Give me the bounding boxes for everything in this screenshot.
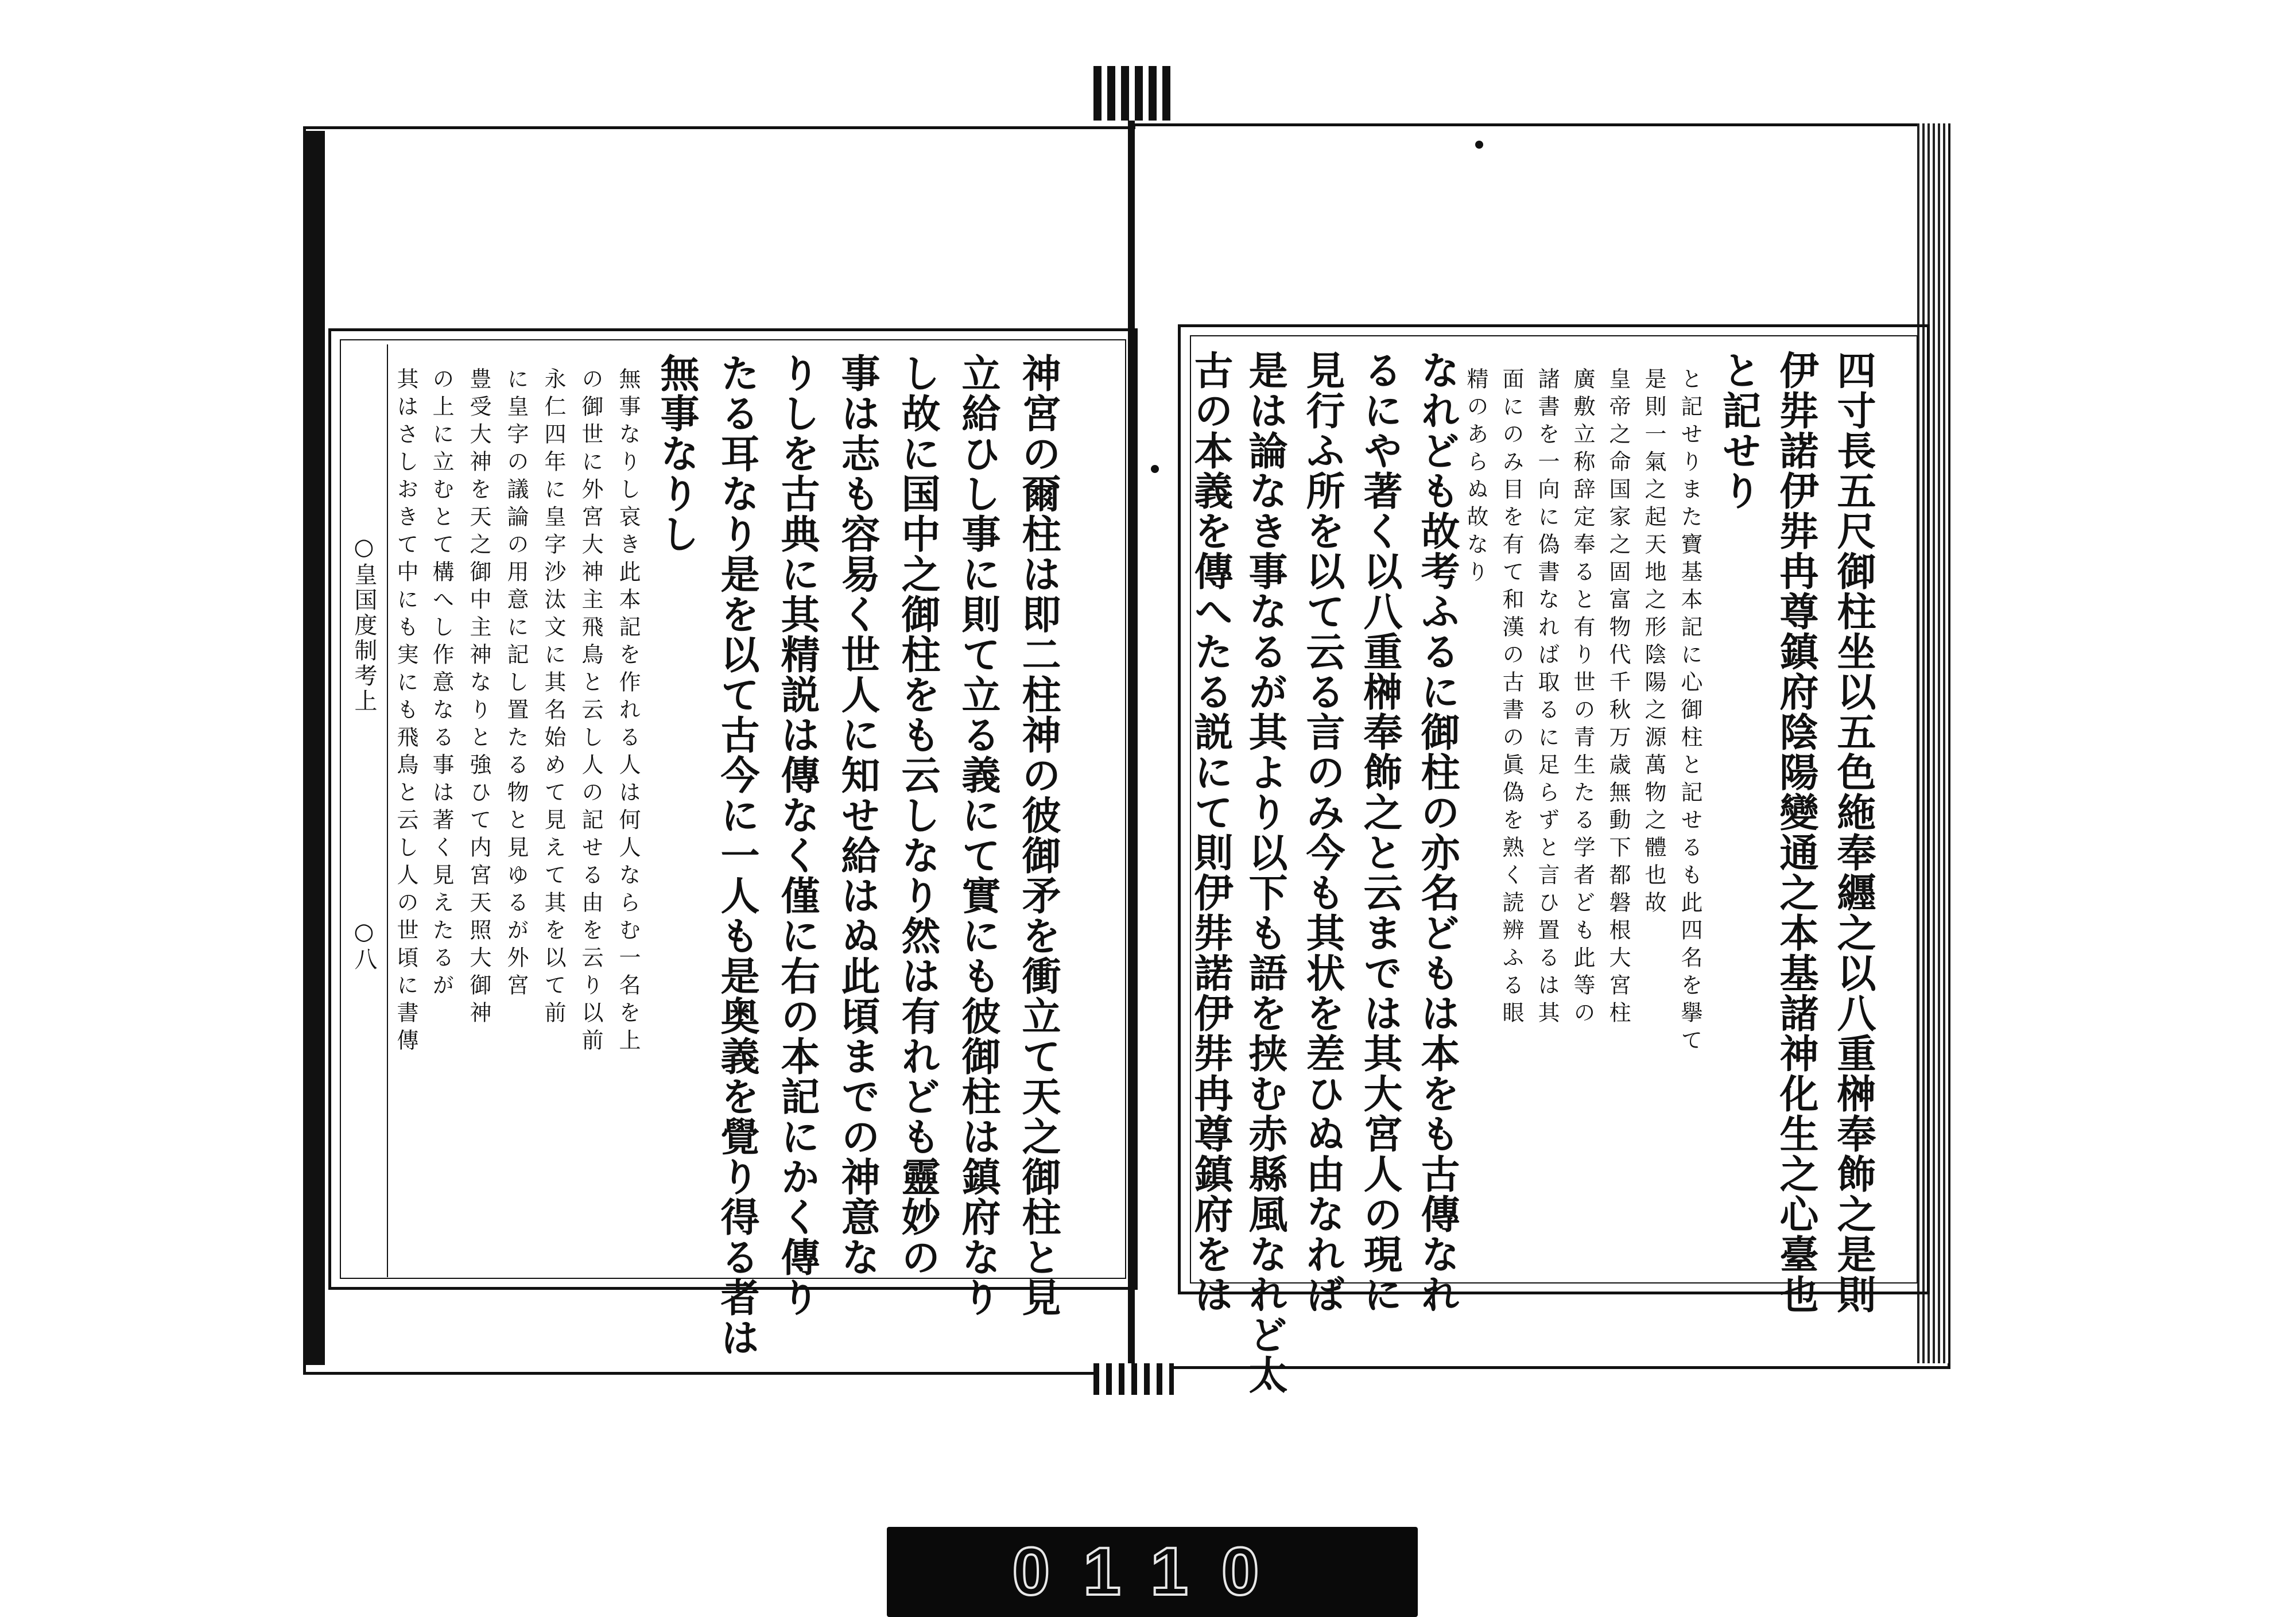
text-column: 事は志も容易く世人に知せ給はぬ此頃までの神意な [835,353,881,1277]
bottom-scan-bleed [1093,1363,1174,1395]
text-column: 無事なりし哀き此本記を作れる人は何人ならむ一名を上 [615,367,641,1056]
text-column: 見行ふ所を以て云る言のみ今も其状を差ひぬ由なれば [1300,350,1345,1314]
text-column: りしを古典に其精説は傳なく僅に右の本記にかく傳り [774,353,820,1317]
text-column: 精のあらぬ故なり [1463,367,1488,588]
text-column: 皇帝之命国家之固富物代千秋万歳無動下都磐根大宮柱 [1605,367,1631,1029]
top-scan-bleed [1093,66,1174,121]
text-column: 無事なりし [654,353,700,554]
text-column: 四寸長五尺御柱坐以五色絁奉纒之以八重榊奉飾之是則 [1830,350,1876,1314]
text-column: たる耳なり是を以て古今に一人も是奥義を覺り得る者は [714,353,760,1358]
text-column: るにや著く以八重榊奉飾之と云までは其大宮人の現に [1357,350,1403,1314]
text-column: 豊受大神を天之御中主神なりと強ひて内宮天照大御神 [466,367,491,1029]
text-column: 諸書を一向に偽書なれば取るに足らずと言ひ置るは其 [1534,367,1560,1029]
text-column: の上に立むとて構へし作意なる事は著く見えたるが [429,367,454,1001]
text-column: なれども故考ふるに御柱の亦名どもは本をも古傳なれ [1414,350,1460,1314]
text-column: と記せり [1716,350,1762,511]
left-spine-bar [303,131,325,1365]
scan-number-stamp [887,1527,1418,1617]
text-column: に皇字の議論の用意に記し置たる物と見ゆるが外宮 [503,367,529,1001]
text-column: 永仁四年に皇字沙汰文に其名始めて見えて其を以て前 [541,367,566,1029]
text-column: 面にのみ目を有て和漢の古書の眞偽を熟く読辨ふる眼 [1499,367,1524,1029]
scan-speck [1151,465,1159,473]
text-column: 古の本義を傳へたる説にて則伊弉諾伊弉冉尊鎮府をは [1188,350,1234,1314]
running-header-strip [340,344,388,1277]
running-title: ○皇国度制考上 [351,534,377,714]
stamp-number: 0110 [1012,1534,1293,1610]
text-column: 廣敷立称辞定奉ると有り世の青生たる学者ども此等の [1570,367,1595,1029]
scan-speck [1475,141,1483,149]
text-column: 立給ひし事に則て立る義にて實にも彼御柱は鎮府なり [955,353,1001,1317]
text-column: 神宮の爾柱は即二柱神の彼御矛を衝立て天之御柱と見 [1015,353,1061,1317]
text-column: の御世に外宮大神主飛鳥と云し人の記せる由を云り以前 [578,367,603,1056]
text-column: 是は論なき事なるが其より以下も語を挟む赤縣風なれど太 [1242,350,1288,1395]
text-column: し故に国中之御柱をも云しなり然は有れども靈妙の [895,353,941,1277]
text-column: 是則一氣之起天地之形陰陽之源萬物之體也故 [1641,367,1666,918]
text-column: 其はさしおきて中にも実にも飛鳥と云し人の世頃に書傳 [393,367,418,1056]
text-column: 伊弉諾伊弉冉尊鎮府陰陽變通之本基諸神化生之心臺也 [1773,350,1819,1314]
text-column: と記せりまた寶基本記に心御柱と記せるも此四名を擧て [1677,367,1702,1056]
page-number: ○八 [351,918,377,972]
